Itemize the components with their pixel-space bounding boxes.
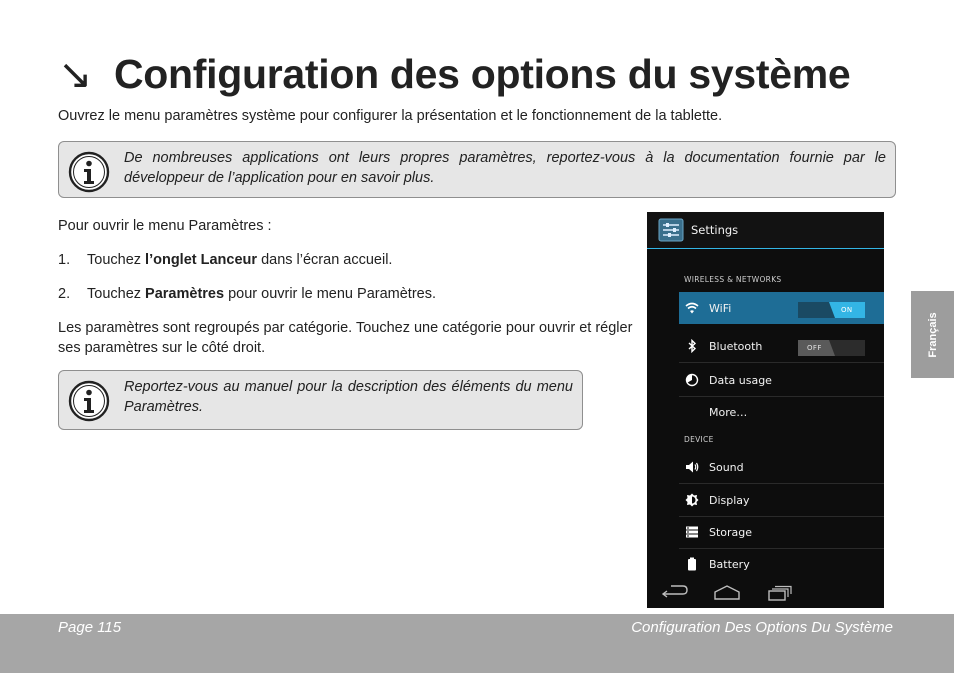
settings-item-more[interactable] [679, 396, 884, 428]
settings-item-bluetooth[interactable] [679, 330, 884, 363]
row-label: Data usage [709, 374, 772, 387]
back-icon[interactable] [663, 586, 687, 597]
settings-app-icon [658, 218, 684, 242]
data-usage-icon [685, 373, 699, 387]
toggle-state: OFF [807, 344, 822, 352]
section-wireless-networks: WIRELESS & NETWORKS [684, 275, 782, 284]
wifi-toggle[interactable] [798, 302, 865, 318]
toggle-state: ON [841, 306, 853, 314]
language-tab-label: Français [926, 311, 939, 358]
settings-item-data-usage[interactable] [679, 364, 884, 397]
row-label: Bluetooth [709, 340, 763, 353]
step-text: Touchez [87, 252, 146, 268]
categories-text: Les paramètres sont regroupés par catégorie. Touchez une catégorie pour ouvrir et régler ses paramètres sur le côté droit. [58, 320, 633, 356]
info-icon [68, 151, 110, 193]
info-note-apps [58, 141, 896, 198]
language-tab [911, 291, 954, 378]
home-icon[interactable] [715, 586, 739, 599]
step-text: pour ouvrir le menu Paramètres. [224, 286, 436, 302]
bluetooth-toggle[interactable] [798, 340, 865, 356]
step-bold: Paramètres [145, 286, 225, 302]
page-footer [0, 614, 954, 673]
settings-item-display[interactable] [679, 484, 884, 517]
settings-item-wifi[interactable] [679, 292, 884, 324]
step-bold: l’onglet Lanceur [145, 252, 258, 268]
settings-item-sound[interactable] [679, 451, 884, 484]
speaker-icon [685, 460, 699, 474]
page-title [58, 50, 850, 98]
step-number: 1. [58, 252, 71, 268]
bluetooth-icon [685, 339, 699, 353]
navigation-bar [647, 580, 884, 608]
note-text: Reportez-vous au manuel pour la description des éléments du menu Paramètres. [124, 379, 573, 415]
storage-icon [685, 525, 699, 539]
step-text: dans l’écran accueil. [257, 252, 393, 268]
settings-title: Settings [691, 223, 739, 237]
row-label: WiFi [709, 302, 732, 315]
row-label: Display [709, 494, 750, 507]
recent-apps-icon[interactable] [769, 587, 791, 601]
row-label: Storage [709, 526, 753, 539]
step-1 [58, 252, 392, 268]
settings-header [647, 212, 884, 249]
row-label: Battery [709, 558, 750, 571]
settings-screenshot [647, 212, 884, 608]
step-number: 2. [58, 286, 71, 302]
footer-section-title: Configuration Des Options Du Système [631, 619, 893, 636]
step-2 [58, 286, 436, 302]
display-icon [685, 493, 699, 507]
intro-text: Ouvrez le menu paramètres système pour configurer la présentation et le fonctionnement de la tablette. [58, 108, 723, 124]
arrow-icon: ↘ [58, 51, 93, 97]
info-note-manual [58, 370, 583, 430]
wifi-icon [685, 301, 699, 315]
row-label: Sound [709, 461, 744, 474]
open-intro: Pour ouvrir le menu Paramètres : [58, 218, 272, 234]
step-text: Touchez [87, 286, 146, 302]
section-device: DEVICE [684, 435, 714, 444]
battery-icon [685, 557, 699, 571]
page-number: Page 115 [58, 619, 122, 636]
row-label: More… [709, 406, 748, 419]
info-icon [68, 380, 110, 422]
settings-item-storage[interactable] [679, 516, 884, 549]
settings-item-battery[interactable] [679, 548, 884, 580]
page-title-text: Configuration des options du système [114, 51, 851, 97]
note-text: De nombreuses applications ont leurs propres paramètres, reportez-vous à la documentation fournie par le développeur de l’application pour en savoir plus. [124, 150, 886, 186]
toggle-track [798, 302, 865, 318]
